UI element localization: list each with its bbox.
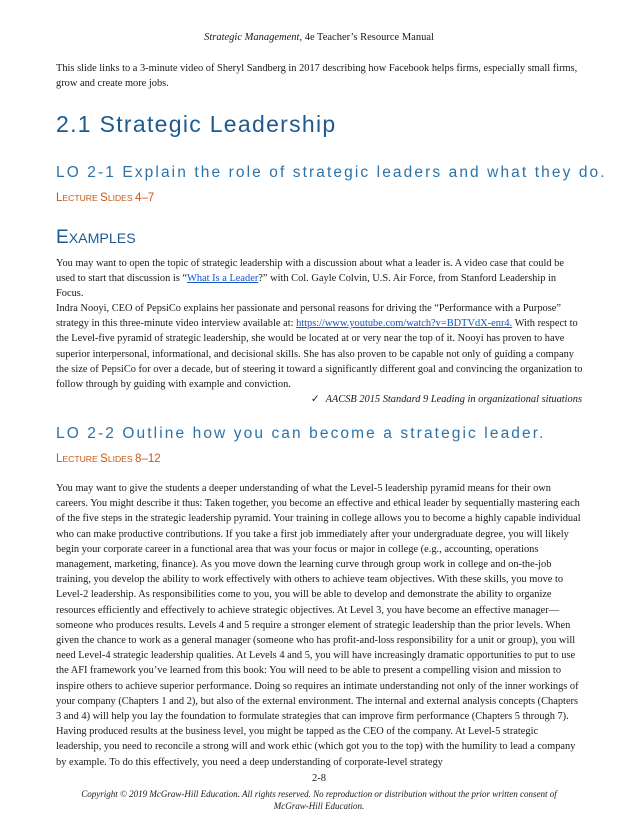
para2-text-after: With respect to the Level-five pyramid of strategic leadership, she would be located at or very near the top of it. Nooyi has proven to have superior interpersonal, informational, and decisional skills. She has also proven to be capable not only of guiding a company the size of PepsiCo for over a decade, but of steering it toward a significantly different goal and convincing the organization to follow through by guiding with example and conviction. — [56, 318, 583, 391]
para1-text-before: You may want to open the topic of strategic leadership with a discussion about what a leader is. A video case that could be used to start that discussion is “ — [56, 258, 564, 285]
lo1-slides-cap-s: S — [100, 192, 108, 204]
lo2-slides-range: 8–12 — [135, 453, 161, 465]
para1-text-after: ?” with Col. Gayle Colvin, U.S. Air Force, from Stanford Leadership in Focus. — [56, 273, 557, 300]
lo2-slides-cap-s: S — [100, 453, 108, 465]
section-title: 2.1 Strategic Leadership — [56, 111, 337, 137]
lo2-slides-small-lides: LIDES — [107, 454, 136, 464]
lo2-slides-small-ecture: ECTURE — [62, 454, 101, 464]
examples-heading — [56, 227, 136, 249]
examples-cap: E — [56, 227, 69, 248]
examples-paragraph-1 — [56, 256, 584, 302]
page-number: 2-8 — [312, 773, 326, 784]
youtube-video-link[interactable]: https://www.youtube.com/watch?v=BDTVdX-enr4. — [296, 318, 513, 330]
examples-small: XAMPLES — [68, 231, 136, 247]
lo1-slides-range: 4–7 — [135, 192, 155, 204]
para2-text-before: Indra Nooyi, CEO of PepsiCo explains her passionate and personal reasons for driving the “Performance with a Purpose” strategy in this three-minute video interview available at: — [56, 303, 561, 330]
lo2-paragraph: You may want to give the students a deeper understanding of what the Level-5 leadership pyramid means for their own careers. You might describe it thus: Taken together, you become an effective and ethical leader by sequentially mastering each of the five steps in the strategic leadership pyramid. Your training in college allows you to become a highly capable individual who can make productive contributions. If you take a first job immediately after your undergraduate degree, you will likely begin your corporate career in a functional area that was your focus or major in college (e.g., accounting, operations management, marketing, finance). As you move down the learning curve through group work in college and on-the-job training, you develop the ability to work effectively with others to achieve team objectives. With these skills, you move to Level-2 leadership. As responsibilities come to you, you will be able to develop and demonstrate the ability to organize resources efficiently and effectively to achieve strategic objectives. At Level 3, you have become an effective manager—someone who produces results. Levels 4 and 5 require a stronger element of strategic leadership than the prior levels. When given the chance to work as a general manager (someone who has profit-and-loss responsibility for a unit or group), you will need Level-4 strategic leadership qualities. At Levels 4 and 5, you will have increasingly dramatic opportunities to put to use the AFI framework you’ve learned from this book: You will need to be able to present a compelling vision and mission to inspire others to achieve superior performance. Doing so requires an intimate understanding not only of the inner workings of your company (Chapters 1 and 2), but also of the external environment. The internal and external analysis concepts (Chapters 3 and 4) will help you lay the foundation to formulate strategies that can improve firm performance (Chapters 5 through 7). Having produced results at the business level, you might be tapped as the CEO of the company. At Level-5 strategic leadership, you need to reconcile a strong will and work ethic (which got you to the top) with the humility to lead a company by example. To do this effectively, you need a deep understanding of corporate-level strategy — [56, 483, 581, 768]
lo1-slides-cap-l: L — [56, 192, 63, 204]
lo1-slides-small-ecture: ECTURE — [62, 193, 101, 203]
lo1-lecture-slides — [56, 192, 154, 204]
lo1-heading: LO 2-1 Explain the role of strategic leaders and what they do. — [56, 164, 607, 181]
examples-paragraph-2 — [56, 301, 584, 392]
what-is-a-leader-link[interactable]: What Is a Leader — [187, 273, 259, 285]
lo1-slides-small-lides: LIDES — [107, 193, 136, 203]
lo2-lecture-slides — [56, 453, 161, 465]
lo2-slides-cap-l: L — [56, 453, 63, 465]
manual-title: , 4e Teacher’s Resource Manual — [299, 32, 434, 43]
aacsb-standard-note — [311, 393, 582, 405]
checkmark-icon: ✓ — [310, 394, 320, 405]
intro-paragraph: This slide links to a 3-minute video of Sheryl Sandberg in 2017 describing how Facebook helps firms, especially small firms, grow and create more jobs. — [56, 63, 578, 90]
aacsb-text: AACSB 2015 Standard 9 Leading in organizational situations — [325, 394, 582, 405]
book-title: Strategic Management — [204, 32, 300, 43]
copyright-notice: Copyright © 2019 McGraw-Hill Education. All rights reserved. No reproduction or distribution without the prior written consent of McGraw-Hill Education. — [81, 789, 557, 811]
lo2-heading: LO 2-2 Outline how you can become a strategic leader. — [56, 425, 546, 442]
running-header — [0, 31, 638, 44]
